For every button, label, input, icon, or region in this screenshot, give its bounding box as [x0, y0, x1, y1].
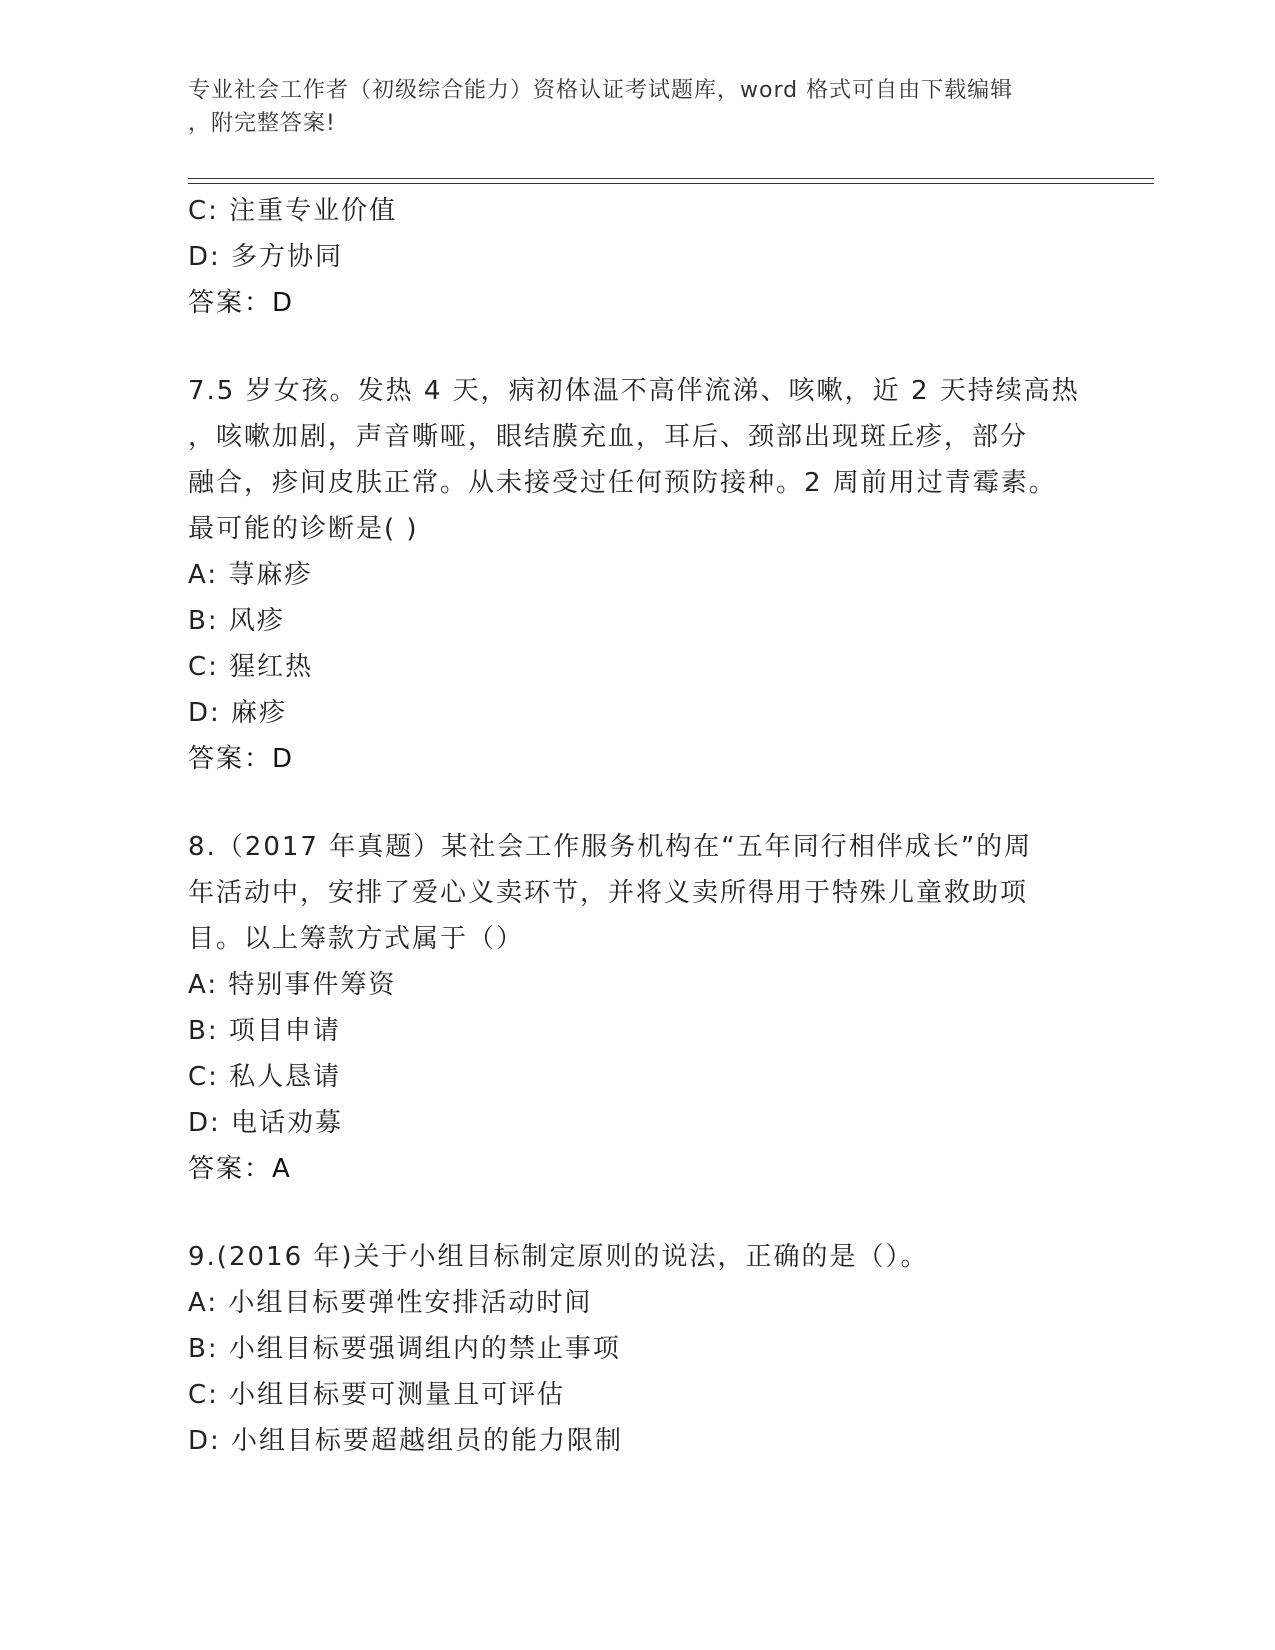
- stem-line: 年活动中，安排了爱心义卖环节，并将义卖所得用于特殊儿童救助项: [188, 878, 1029, 908]
- page-header: [188, 74, 1068, 140]
- question-content: [188, 188, 1088, 1464]
- question-8: [188, 824, 1088, 1192]
- answer: 答案：A: [188, 1154, 292, 1184]
- option-d: D: 多方协同: [188, 242, 344, 272]
- stem-line: 最可能的诊断是( ): [188, 514, 419, 544]
- option-b: B: 项目申请: [188, 1016, 341, 1046]
- stem-line: 融合，疹间皮肤正常。从未接受过任何预防接种。2 周前用过青霉素。: [188, 468, 1057, 498]
- header-divider-top: [188, 178, 1154, 179]
- option-c: C: 小组目标要可测量且可评估: [188, 1380, 566, 1410]
- stem-line: ，咳嗽加剧，声音嘶哑，眼结膜充血，耳后、颈部出现斑丘疹，部分: [188, 422, 1029, 452]
- stem-line: 9.(2016 年)关于小组目标制定原则的说法，正确的是（）。: [188, 1242, 929, 1272]
- question-9: [188, 1234, 1088, 1464]
- option-b: B: 风疹: [188, 606, 285, 636]
- question-stem: [188, 368, 1088, 552]
- header-line-2: ，附完整答案!: [188, 111, 336, 136]
- question-stem: [188, 824, 1088, 962]
- option-a: A: 小组目标要弹性安排活动时间: [188, 1288, 593, 1318]
- option-d: D: 小组目标要超越组员的能力限制: [188, 1426, 624, 1456]
- option-b: B: 小组目标要强调组内的禁止事项: [188, 1334, 621, 1364]
- option-c: C: 私人恳请: [188, 1062, 342, 1092]
- option-c: C: 注重专业价值: [188, 196, 398, 226]
- option-c: C: 猩红热: [188, 652, 314, 682]
- question-7: [188, 368, 1088, 782]
- stem-line: 7.5 岁女孩。发热 4 天，病初体温不高伴流涕、咳嗽，近 2 天持续高热: [188, 376, 1080, 406]
- question-stem: [188, 1234, 1088, 1280]
- stem-line: 8.（2017 年真题）某社会工作服务机构在“五年同行相伴成长”的周: [188, 832, 1033, 862]
- option-a: A: 荨麻疹: [188, 560, 313, 590]
- answer: 答案：D: [188, 744, 295, 774]
- answer: 答案：D: [188, 288, 295, 318]
- stem-line: 目。以上筹款方式属于（）: [188, 924, 525, 954]
- header-line-1: 专业社会工作者（初级综合能力）资格认证考试题库，word 格式可自由下载编辑: [188, 78, 1014, 103]
- header-divider-bottom: [188, 183, 1154, 184]
- option-d: D: 麻疹: [188, 698, 288, 728]
- option-d: D: 电话劝募: [188, 1108, 344, 1138]
- option-a: A: 特别事件筹资: [188, 970, 397, 1000]
- question-6-tail: [188, 188, 1088, 326]
